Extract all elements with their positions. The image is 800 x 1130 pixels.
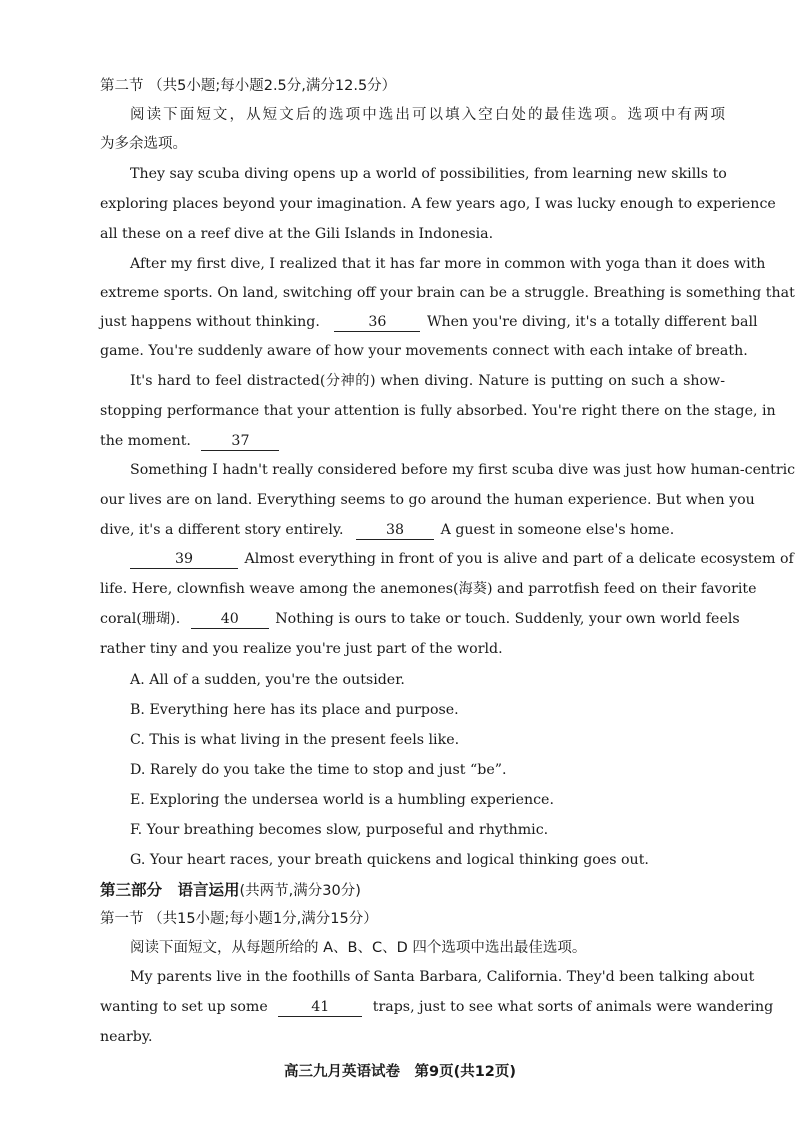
passage-text: When you're diving, it's a totally different ball [426,314,758,330]
passage-line: rather tiny and you realize you're just part of the world. [100,641,503,657]
passage-text: A guest in someone else's home. [440,522,675,538]
answer-blank-39[interactable]: 39 [130,550,238,569]
passage-text: traps, just to see what sorts of animals were wandering [372,999,774,1015]
passage-text: just happens without thinking. [100,314,320,330]
option-g: G. Your heart races, your breath quickens and logical thinking goes out. [130,852,649,868]
instructions-line-2: 为多余选项。 [100,136,187,152]
instructions-line: 阅读下面短文，从每题所给的 A、B、C、D 四个选项中选出最佳选项。 [130,940,587,956]
answer-blank-36[interactable]: 36 [334,313,420,332]
passage-line-with-blank [100,312,758,332]
passage-line: After my first dive, I realized that it has far more in common with yoga than it does with [130,256,766,272]
passage-line-with-blank [100,549,794,569]
passage-line: all these on a reef dive at the Gili Islands in Indonesia. [100,226,494,242]
passage-line: life. Here, clownfish weave among the anemones(海葵) and parrotfish feed on their favorite [100,581,757,597]
passage-text: wanting to set up some [100,999,268,1015]
section-heading: 第二节 （共5小题;每小题2.5分,满分12.5分） [100,78,397,94]
passage-line: game. You're suddenly aware of how your movements connect with each intake of breath. [100,343,748,359]
instructions-line-1: 阅读下面短文，从短文后的选项中选出可以填入空白处的最佳选项。选项中有两项 [130,107,725,123]
passage-text: coral(珊瑚). [100,611,181,627]
answer-blank-40[interactable]: 40 [191,610,269,629]
part-heading-title: 第三部分 语言运用 [100,881,240,899]
answer-blank-38[interactable]: 38 [356,521,434,540]
passage-line: They say scuba diving opens up a world of possibilities, from learning new skills to [130,166,727,182]
passage-line-with-blank [100,997,774,1017]
part-heading-note: (共两节,满分30分) [239,883,361,899]
passage-line: Something I hadn't really considered before my first scuba dive was just how human-centric [130,462,796,478]
option-e: E. Exploring the undersea world is a humbling experience. [130,792,554,808]
answer-blank-37[interactable]: 37 [201,432,279,451]
option-b: B. Everything here has its place and purpose. [130,702,459,718]
passage-text: Nothing is ours to take or touch. Suddenly, your own world feels [275,611,740,627]
page-footer: 高三九月英语试卷 第9页(共12页) [283,1064,517,1080]
passage-line-with-blank [100,431,725,451]
section-heading: 第一节 （共15小题;每小题1分,满分15分） [100,911,378,927]
passage-text: Almost everything in front of you is alive and part of a delicate ecosystem of [244,551,794,567]
passage-line: our lives are on land. Everything seems to go around the human experience. But when you [100,492,755,508]
passage-line: nearby. [100,1029,153,1045]
option-a: A. All of a sudden, you're the outsider. [130,672,405,688]
passage-text: dive, it's a different story entirely. [100,522,344,538]
option-f: F. Your breathing becomes slow, purposeful and rhythmic. [130,822,549,838]
passage-line: extreme sports. On land, switching off your brain can be a struggle. Breathing is something that [100,285,795,301]
passage-line: My parents live in the foothills of Santa Barbara, California. They'd been talking about [130,969,755,985]
part-heading [100,880,725,901]
passage-line: stopping performance that your attention is fully absorbed. You're right there on the stage, in [100,403,776,419]
option-c: C. This is what living in the present feels like. [130,732,460,748]
passage-text: the moment. [100,433,191,449]
passage-line-with-blank [100,520,725,540]
passage-line: exploring places beyond your imagination. A few years ago, I was lucky enough to experience [100,196,776,212]
passage-line-with-blank [100,609,740,629]
passage-line: It's hard to feel distracted(分神的) when diving. Nature is putting on such a show- [130,373,725,389]
answer-blank-41[interactable]: 41 [278,998,362,1017]
option-d: D. Rarely do you take the time to stop and just “be”. [130,762,507,778]
